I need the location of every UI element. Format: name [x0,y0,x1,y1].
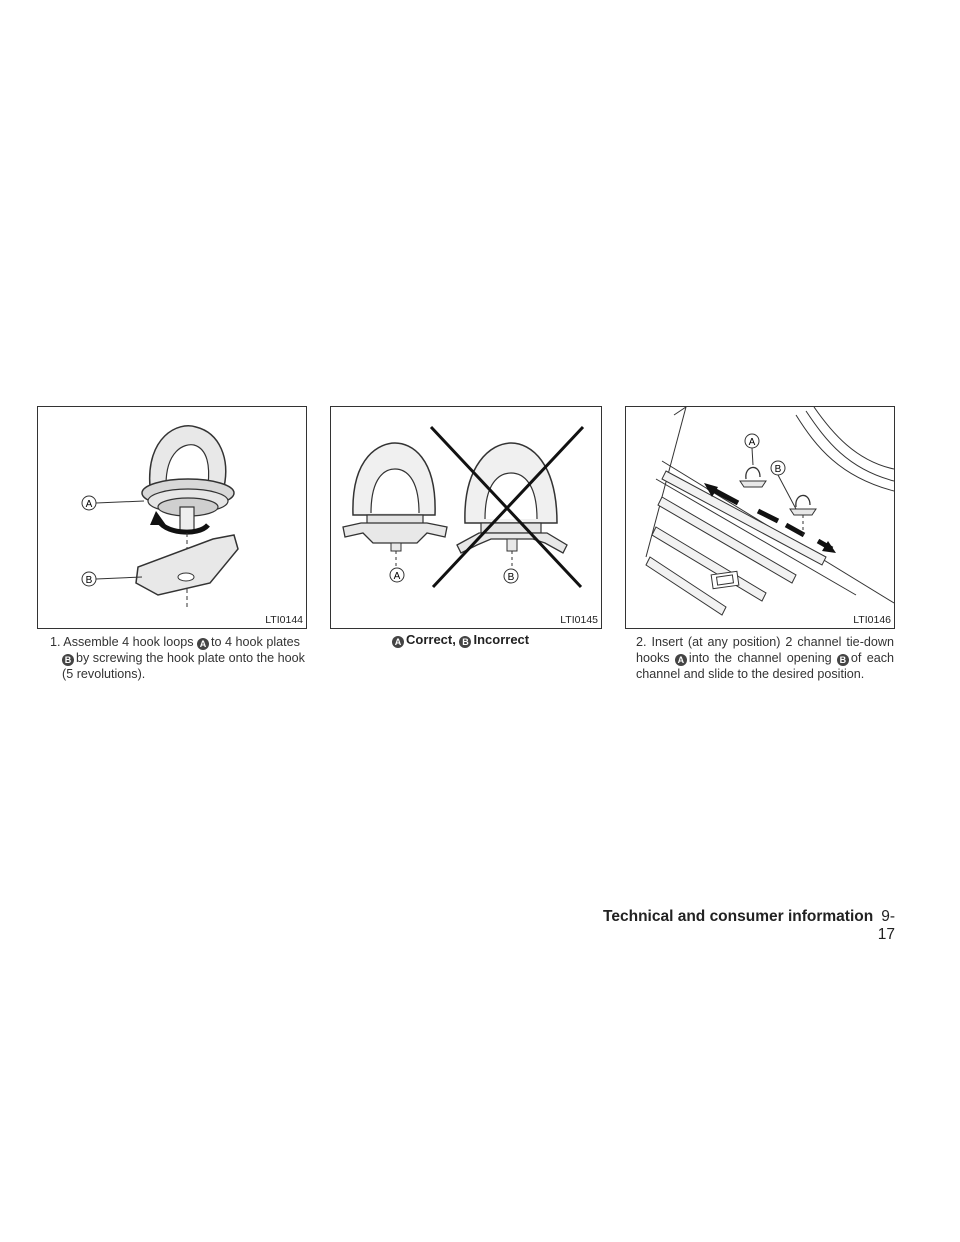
step-2-rest: of each channel and slide to the desired position. [636,651,895,681]
step-1-caption [50,634,310,682]
figure-code: LTI0145 [560,614,598,626]
callout-b-badge: B [837,654,849,666]
page-footer [590,908,895,944]
channel-hooks-illustration [626,407,894,628]
hook-loop-illustration [38,407,306,628]
figure-correct-incorrect [330,406,602,629]
callout-a-badge: A [197,638,209,650]
callout-a-badge: A [675,654,687,666]
page-number: 9-17 [877,908,895,943]
callout-b: B [507,572,515,583]
step-1-rest: by screwing the hook plate onto the hook (5 revolutions). [62,651,305,681]
section-title: Technical and consumer information [603,908,874,925]
callout-b: B [85,575,93,586]
figure-channel-hooks [625,406,895,629]
callout-b-badge: B [459,636,471,648]
figure-hook-assembly [37,406,307,629]
callout-a-badge: A [392,636,404,648]
callout-a: A [85,499,93,510]
correct-label: Correct, [406,632,456,647]
callout-a: A [748,437,756,448]
callout-a: A [393,571,401,582]
correct-incorrect-illustration [331,407,601,628]
figure-code: LTI0146 [853,614,891,626]
step-2-caption [636,634,894,682]
callout-b: B [774,464,782,475]
callout-b-badge: B [62,654,74,666]
incorrect-label: Incorrect [473,632,530,647]
step-2-middle: into the channel opening [688,651,832,665]
figure-code: LTI0144 [265,614,303,626]
step-2-prefix: 2. Insert (at any position) 2 channel tie-down hooks [636,635,894,665]
step-1-middle: to 4 hook plates [211,635,300,649]
figure-2-caption [392,632,529,648]
step-1-prefix: 1. Assemble 4 hook loops [50,635,194,649]
